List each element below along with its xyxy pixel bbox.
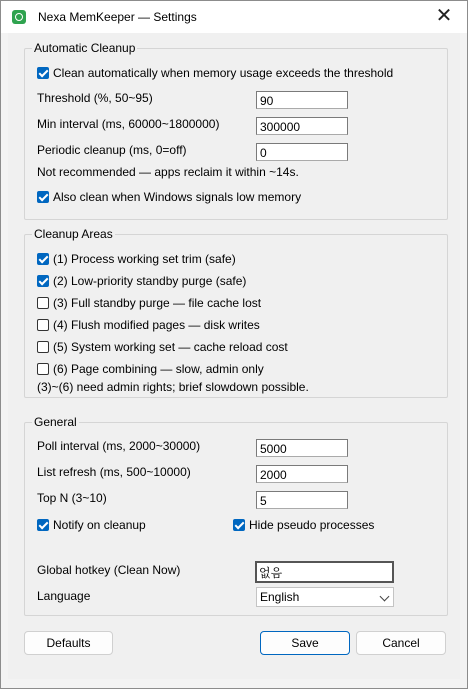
area-3-checkbox[interactable] (37, 297, 49, 309)
chevron-down-icon (380, 592, 390, 602)
save-button[interactable]: Save (260, 631, 350, 655)
clean-auto-checkbox[interactable] (37, 67, 49, 79)
top-n-label: Top N (3~10) (37, 491, 107, 505)
hide-pseudo-label: Hide pseudo processes (249, 518, 375, 532)
periodic-cleanup-input[interactable]: 0 (256, 143, 348, 161)
general-legend: General (34, 415, 77, 429)
areas-note: (3)~(6) need admin rights; brief slowdown possible. (37, 380, 309, 394)
language-value: English (260, 590, 300, 604)
cancel-button[interactable]: Cancel (356, 631, 446, 655)
hide-pseudo-checkbox[interactable] (233, 519, 245, 531)
threshold-label: Threshold (%, 50~95) (37, 91, 153, 105)
min-interval-input[interactable]: 300000 (256, 117, 348, 135)
dialog-body (8, 33, 460, 679)
area-2-label: (2) Low-priority standby purge (safe) (53, 274, 247, 288)
area-4-label: (4) Flush modified pages — disk writes (53, 318, 260, 332)
title-bar (1, 1, 467, 33)
area-5-label: (5) System working set — cache reload cost (53, 340, 288, 354)
automatic-cleanup-legend: Automatic Cleanup (34, 41, 136, 55)
clean-auto-label: Clean automatically when memory usage exceeds the threshold (53, 66, 394, 80)
area-6-checkbox[interactable] (37, 363, 49, 375)
threshold-input[interactable]: 90 (256, 91, 348, 109)
cleanup-areas-legend: Cleanup Areas (34, 227, 113, 241)
notify-label: Notify on cleanup (53, 518, 146, 532)
area-6-label: (6) Page combining — slow, admin only (53, 362, 264, 376)
app-icon (12, 10, 26, 24)
top-n-input[interactable]: 5 (256, 491, 348, 509)
periodic-cleanup-label: Periodic cleanup (ms, 0=off) (37, 143, 187, 157)
poll-interval-label: Poll interval (ms, 2000~30000) (37, 439, 201, 453)
hotkey-label: Global hotkey (Clean Now) (37, 563, 181, 577)
area-1-checkbox[interactable] (37, 253, 49, 265)
poll-interval-input[interactable]: 5000 (256, 439, 348, 457)
low-memory-checkbox[interactable] (37, 191, 49, 203)
area-4-checkbox[interactable] (37, 319, 49, 331)
hotkey-input[interactable]: 없음 (255, 561, 394, 583)
periodic-note: Not recommended — apps reclaim it within ~14s. (37, 165, 299, 179)
area-5-checkbox[interactable] (37, 341, 49, 353)
area-2-checkbox[interactable] (37, 275, 49, 287)
notify-checkbox[interactable] (37, 519, 49, 531)
defaults-button[interactable]: Defaults (24, 631, 113, 655)
area-1-label: (1) Process working set trim (safe) (53, 252, 236, 266)
close-icon[interactable]: ✕ (435, 5, 453, 27)
area-3-label: (3) Full standby purge — file cache lost (53, 296, 262, 310)
window-title: Nexa MemKeeper — Settings (38, 10, 197, 24)
list-refresh-label: List refresh (ms, 500~10000) (37, 465, 191, 479)
list-refresh-input[interactable]: 2000 (256, 465, 348, 483)
min-interval-label: Min interval (ms, 60000~1800000) (37, 117, 220, 131)
language-select[interactable] (256, 587, 394, 607)
low-memory-label: Also clean when Windows signals low memory (53, 190, 302, 204)
language-label: Language (37, 589, 91, 603)
